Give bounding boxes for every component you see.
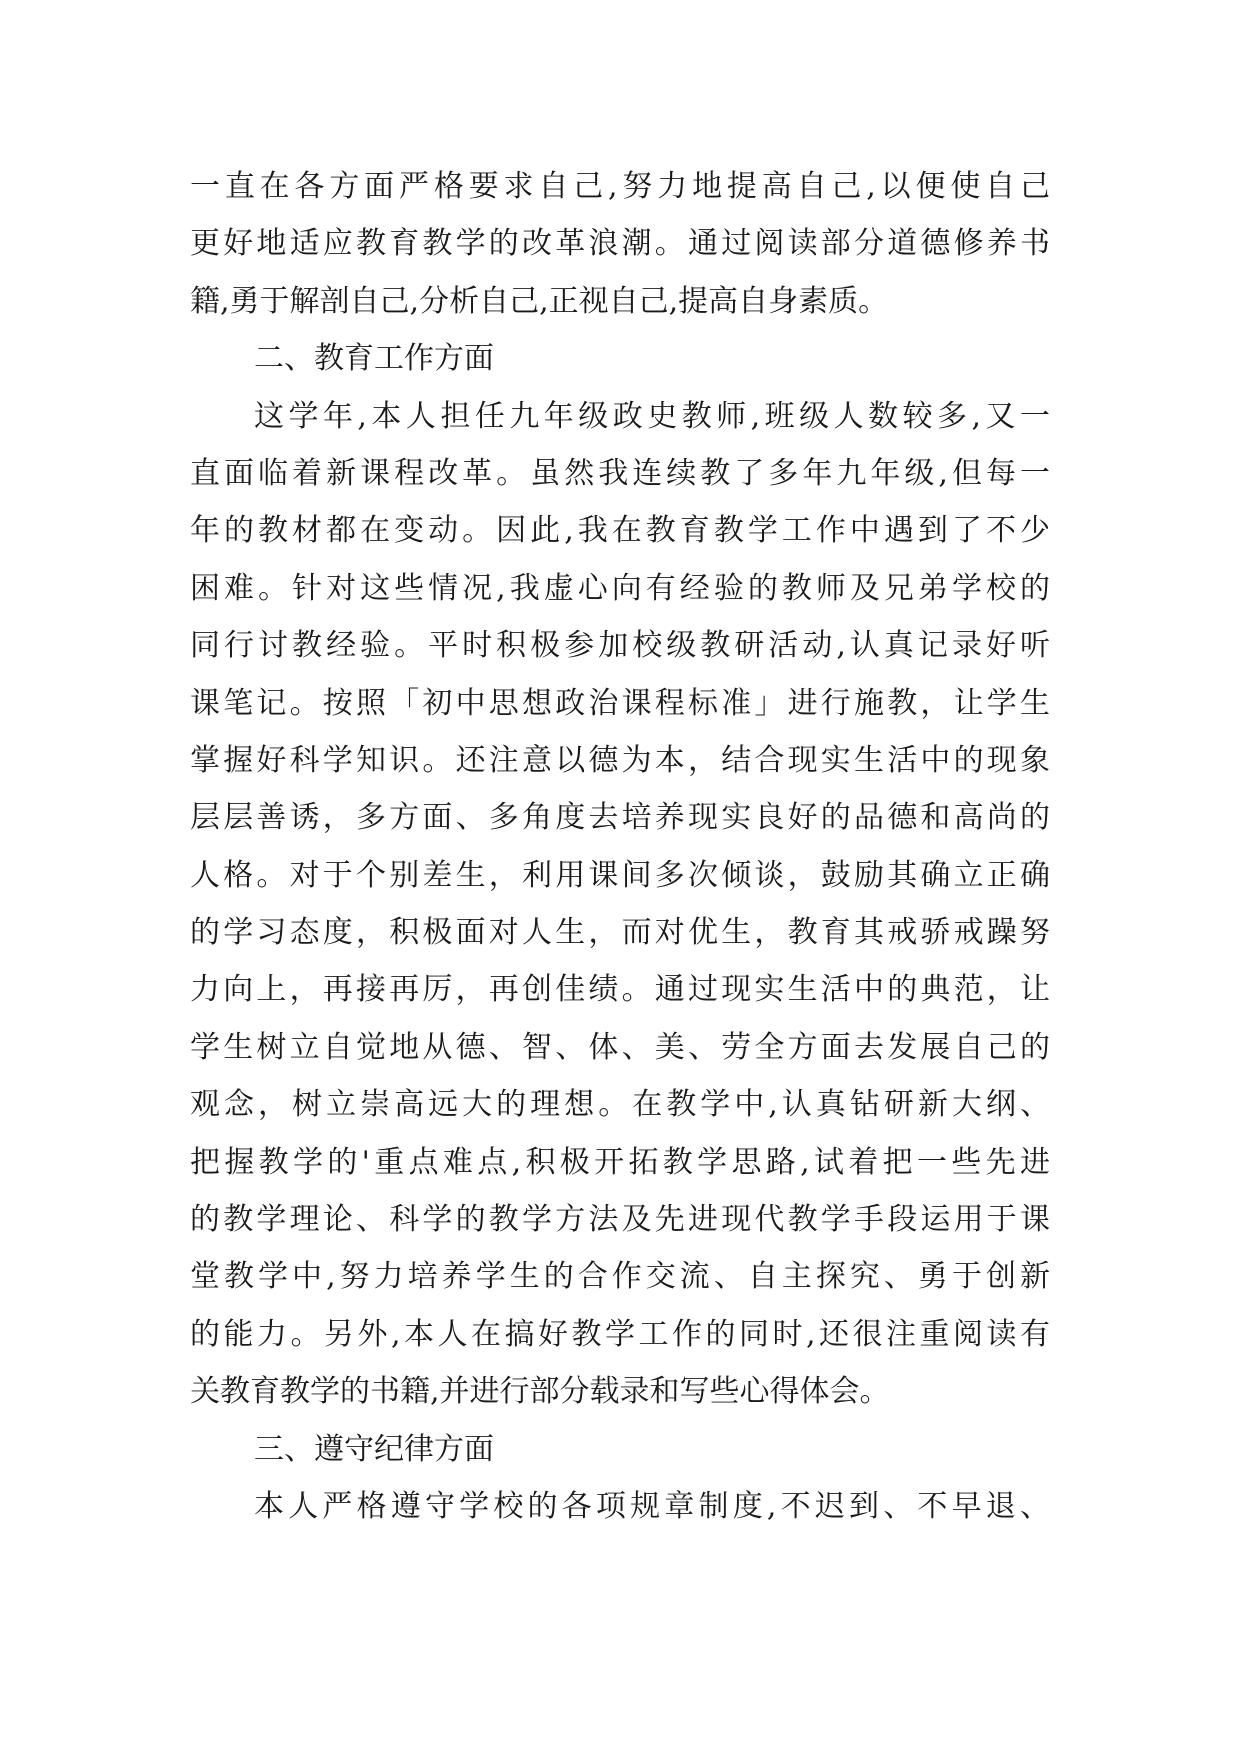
text-line: 的能力。另外,本人在搞好教学工作的同时,还很注重阅读有 (190, 1316, 1050, 1352)
text-line: 更好地适应教育教学的改革浪潮。通过阅读部分道德修养书 (190, 226, 1050, 262)
text-line: 籍,勇于解剖自己,分析自己,正视自己,提高自身素质。 (190, 283, 889, 319)
section-heading-discipline: 三、遵守纪律方面 (254, 1431, 494, 1467)
text-line: 同行讨教经验。平时积极参加校级教研活动,认真记录好听 (190, 628, 1050, 664)
text-line: 人格。对于个别差生，利用课间多次倾谈，鼓励其确立正确 (190, 857, 1050, 893)
text-line: 力向上，再接再厉，再创佳绩。通过现实生活中的典范，让 (190, 972, 1050, 1008)
text-line: 一直在各方面严格要求自己,努力地提高自己,以便使自己 (190, 169, 1050, 204)
text-line: 关教育教学的书籍,并进行部分载录和写些心得体会。 (190, 1374, 890, 1410)
text-line: 的教学理论、科学的教学方法及先进现代教学手段运用于课 (190, 1202, 1050, 1238)
text-line: 观念，树立崇高远大的理想。在教学中,认真钻研新大纲、 (190, 1087, 1050, 1123)
section-heading-education: 二、教育工作方面 (254, 341, 494, 377)
text-line: 直面临着新课程改革。虽然我连续教了多年九年级,但每一 (190, 455, 1050, 491)
text-line: 的学习态度，积极面对人生，而对优生，教育其戒骄戒躁努 (190, 915, 1050, 951)
text-line: 学生树立自觉地从德、智、体、美、劳全方面去发展自己的 (190, 1029, 1050, 1065)
text-line: 这学年,本人担任九年级政史教师,班级人数较多,又一 (254, 398, 1050, 434)
text-line: 课笔记。按照「初中思想政治课程标准」进行施教，让学生 (190, 685, 1050, 721)
text-line: 掌握好科学知识。还注意以德为本，结合现实生活中的现象 (190, 742, 1050, 778)
text-line: 本人严格遵守学校的各项规章制度,不迟到、不早退、 (254, 1488, 1050, 1524)
text-line: 堂教学中,努力培养学生的合作交流、自主探究、勇于创新 (190, 1259, 1050, 1295)
text-line: 把握教学的'重点难点,积极开拓教学思路,试着把一些先进 (190, 1144, 1050, 1180)
text-line: 困难。针对这些情况,我虚心向有经验的教师及兄弟学校的 (190, 570, 1050, 606)
text-line: 层层善诱，多方面、多角度去培养现实良好的品德和高尚的 (190, 800, 1050, 836)
text-line: 年的教材都在变动。因此,我在教育教学工作中遇到了不少 (190, 513, 1050, 549)
document-body (190, 158, 1050, 1535)
